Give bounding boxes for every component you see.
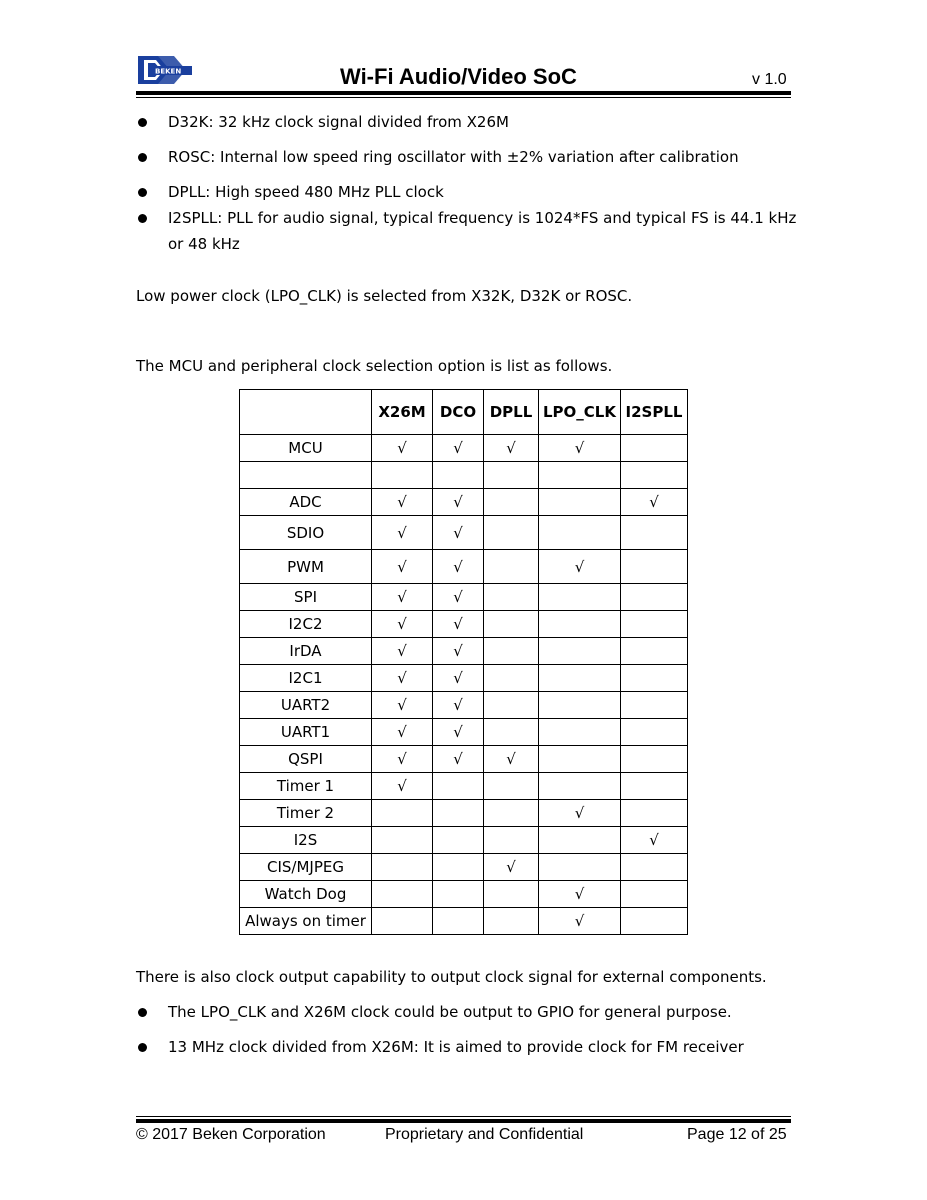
table-header-cell: DPLL [484, 390, 539, 435]
table-cell: √ [433, 550, 484, 584]
table-cell [539, 854, 621, 881]
table-row-label: QSPI [240, 746, 372, 773]
footer-page-number: Page 12 of 25 [687, 1126, 787, 1143]
table-row-label: UART1 [240, 719, 372, 746]
table-cell [621, 881, 688, 908]
table-row-label: IrDA [240, 638, 372, 665]
table-cell [621, 584, 688, 611]
table-row-label: PWM [240, 550, 372, 584]
footer-rule-thin [136, 1116, 791, 1117]
table-cell [621, 692, 688, 719]
table-cell [484, 800, 539, 827]
table-cell [484, 638, 539, 665]
table-row [240, 881, 688, 908]
table-cell [433, 908, 484, 935]
table-row [240, 800, 688, 827]
table-cell: √ [433, 435, 484, 462]
paragraph-table-intro: The MCU and peripheral clock selection option is list as follows. [136, 357, 613, 375]
table-cell [539, 692, 621, 719]
bullet-dot-icon [138, 188, 147, 197]
table-cell [372, 854, 433, 881]
document-title: Wi-Fi Audio/Video SoC [340, 64, 577, 89]
table-cell: √ [433, 719, 484, 746]
table-cell: √ [484, 435, 539, 462]
table-row-label: UART2 [240, 692, 372, 719]
table-row-label: Timer 1 [240, 773, 372, 800]
bullet-dot-icon [138, 214, 147, 223]
clock-selection-table [239, 389, 688, 935]
table-cell [621, 746, 688, 773]
table-cell [484, 881, 539, 908]
table-cell [539, 462, 621, 489]
table-row-label [240, 462, 372, 489]
table-cell [539, 584, 621, 611]
table-row-label: SDIO [240, 516, 372, 550]
table-cell [484, 908, 539, 935]
table-cell [539, 719, 621, 746]
table-cell: √ [621, 489, 688, 516]
table-row-label: Always on timer [240, 908, 372, 935]
table-cell [484, 462, 539, 489]
table-cell [539, 489, 621, 516]
bullet-text: ROSC: Internal low speed ring oscillator with ±2% variation after calibration [168, 148, 739, 166]
bullet-dot-icon [138, 153, 147, 162]
table-cell [621, 462, 688, 489]
document-version: v 1.0 [752, 71, 787, 88]
header-rule [136, 91, 791, 95]
table-cell: √ [372, 516, 433, 550]
table-cell: √ [372, 746, 433, 773]
table-cell [372, 462, 433, 489]
table-cell [372, 800, 433, 827]
table-cell [621, 435, 688, 462]
table-body [240, 435, 688, 935]
table-row [240, 584, 688, 611]
table-cell: √ [539, 908, 621, 935]
table-cell: √ [372, 773, 433, 800]
table-row-label: SPI [240, 584, 372, 611]
table-row-label: I2C1 [240, 665, 372, 692]
logo-wordmark: BEKEN [155, 67, 182, 76]
table-cell: √ [433, 692, 484, 719]
table-cell: √ [433, 489, 484, 516]
footer-confidential: Proprietary and Confidential [385, 1126, 584, 1143]
table-cell: √ [433, 611, 484, 638]
bullet-text: DPLL: High speed 480 MHz PLL clock [168, 183, 444, 201]
footer-copyright: © 2017 Beken Corporation [136, 1126, 326, 1143]
table-cell: √ [433, 584, 484, 611]
table-row-label: MCU [240, 435, 372, 462]
table-cell: √ [621, 827, 688, 854]
table-row [240, 665, 688, 692]
table-header-blank [240, 390, 372, 435]
table-row [240, 489, 688, 516]
paragraph-lpo-clock: Low power clock (LPO_CLK) is selected from X32K, D32K or ROSC. [136, 287, 633, 305]
table-header-cell: X26M [372, 390, 433, 435]
table-cell: √ [433, 665, 484, 692]
table-row [240, 516, 688, 550]
beken-logo [136, 54, 194, 86]
table-cell: √ [372, 611, 433, 638]
table-cell: √ [372, 719, 433, 746]
table-row [240, 773, 688, 800]
table-row-label: I2S [240, 827, 372, 854]
table-cell [539, 665, 621, 692]
table-row [240, 692, 688, 719]
table-header-row [240, 390, 688, 435]
table-row-label: Watch Dog [240, 881, 372, 908]
table-cell: √ [372, 550, 433, 584]
bullet-dot-icon [138, 1043, 147, 1052]
table-header-cell: LPO_CLK [539, 390, 621, 435]
paragraph-clock-output: There is also clock output capability to output clock signal for external components. [136, 968, 767, 986]
table-cell [484, 827, 539, 854]
table-cell [539, 773, 621, 800]
table-cell [433, 773, 484, 800]
table-cell: √ [539, 800, 621, 827]
table-row [240, 550, 688, 584]
footer-rule [136, 1119, 791, 1123]
bullet-text: I2SPLL: PLL for audio signal, typical frequency is 1024*FS and typical FS is 44.1 kHz or 48 kHz [168, 209, 797, 253]
bullet-text: D32K: 32 kHz clock signal divided from X26M [168, 113, 509, 131]
table-row [240, 854, 688, 881]
table-cell [433, 827, 484, 854]
table-header-cell: I2SPLL [621, 390, 688, 435]
table-cell [539, 638, 621, 665]
table-cell [621, 638, 688, 665]
table-row [240, 827, 688, 854]
table-cell: √ [372, 584, 433, 611]
table-row [240, 435, 688, 462]
bullet-dot-icon [138, 1008, 147, 1017]
table-cell [484, 692, 539, 719]
table-cell [539, 516, 621, 550]
table-cell [372, 908, 433, 935]
table-row [240, 746, 688, 773]
table-row [240, 611, 688, 638]
table-row [240, 638, 688, 665]
table-cell: √ [539, 550, 621, 584]
table-cell [484, 516, 539, 550]
bullet-dot-icon [138, 118, 147, 127]
table-cell: √ [433, 638, 484, 665]
table-cell [484, 550, 539, 584]
table-cell [621, 854, 688, 881]
table-cell: √ [484, 746, 539, 773]
table-cell [484, 611, 539, 638]
table-cell [372, 827, 433, 854]
table-row-label: ADC [240, 489, 372, 516]
table-cell: √ [484, 854, 539, 881]
table-row-label: Timer 2 [240, 800, 372, 827]
table-cell [539, 827, 621, 854]
table-cell [539, 611, 621, 638]
bullet-text: 13 MHz clock divided from X26M: It is aimed to provide clock for FM receiver [168, 1038, 744, 1056]
table-cell [484, 584, 539, 611]
table-cell [621, 665, 688, 692]
table-cell: √ [372, 692, 433, 719]
table-row [240, 719, 688, 746]
table-cell: √ [372, 435, 433, 462]
table-row [240, 462, 688, 489]
table-cell [433, 881, 484, 908]
table-cell: √ [433, 746, 484, 773]
table-cell: √ [539, 881, 621, 908]
table-cell: √ [539, 435, 621, 462]
table-cell [433, 800, 484, 827]
table-cell [621, 719, 688, 746]
table-cell [484, 719, 539, 746]
table-row-label: I2C2 [240, 611, 372, 638]
bullet-text: The LPO_CLK and X26M clock could be output to GPIO for general purpose. [168, 1003, 732, 1021]
table-cell [484, 665, 539, 692]
table-cell: √ [372, 489, 433, 516]
table-cell: √ [372, 665, 433, 692]
table-cell [621, 516, 688, 550]
table-cell [484, 773, 539, 800]
table-cell: √ [433, 516, 484, 550]
table-row-label: CIS/MJPEG [240, 854, 372, 881]
table-cell [621, 800, 688, 827]
table-cell: √ [372, 638, 433, 665]
table-cell [484, 489, 539, 516]
table-cell [621, 773, 688, 800]
table-cell [539, 746, 621, 773]
table-cell [433, 462, 484, 489]
table-row [240, 908, 688, 935]
table-cell [621, 908, 688, 935]
table-cell [621, 550, 688, 584]
table-cell [372, 881, 433, 908]
table-cell [621, 611, 688, 638]
table-header-cell: DCO [433, 390, 484, 435]
table-cell [433, 854, 484, 881]
header-rule-thin [136, 97, 791, 98]
